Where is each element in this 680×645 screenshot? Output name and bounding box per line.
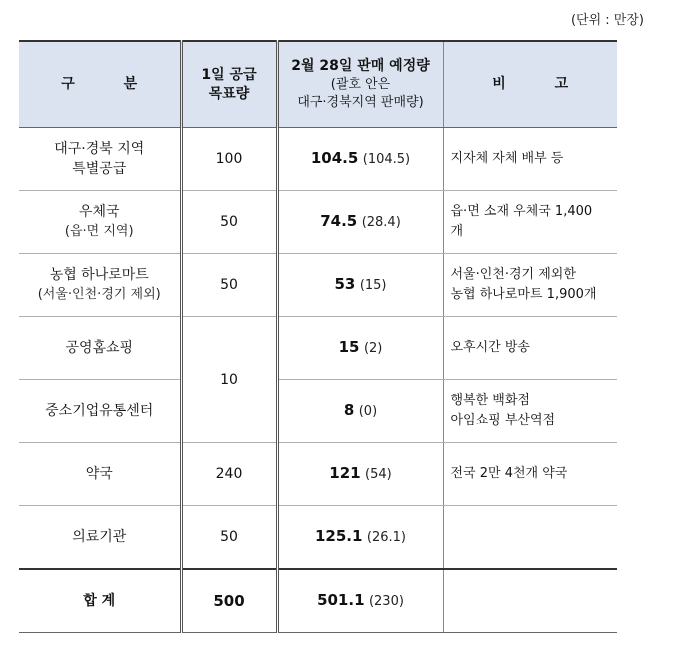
row-target: 240 [181, 443, 277, 506]
table-header-row [19, 41, 617, 128]
total-label: 합 계 [19, 569, 181, 633]
mask-supply-table [19, 40, 617, 633]
table-row [19, 191, 617, 254]
row-sales: 8 (0) [277, 380, 443, 443]
row-note: 읍·면 소재 우체국 1,400 개 [443, 191, 617, 254]
total-note [443, 569, 617, 633]
table-row [19, 506, 617, 570]
total-target: 500 [181, 569, 277, 633]
row-note: 서울·인천·경기 제외한 농협 하나로마트 1,900개 [443, 254, 617, 317]
row-sales: 125.1 (26.1) [277, 506, 443, 570]
header-planned-sales: 2월 28일 판매 예정량 (괄호 안은 대구·경북지역 판매량) [277, 41, 443, 128]
row-target: 50 [181, 254, 277, 317]
row-target-merged: 10 [181, 317, 277, 443]
table-row [19, 254, 617, 317]
header-daily-target: 1일 공급 목표량 [181, 41, 277, 128]
row-sales: 74.5 (28.4) [277, 191, 443, 254]
row-sales: 53 (15) [277, 254, 443, 317]
row-category: 공영홈쇼핑 [19, 317, 181, 380]
row-target: 100 [181, 128, 277, 191]
row-note: 오후시간 방송 [443, 317, 617, 380]
row-sales: 15 (2) [277, 317, 443, 380]
table-row [19, 128, 617, 191]
table-row [19, 443, 617, 506]
row-category: 대구·경북 지역 특별공급 [19, 128, 181, 191]
row-note: 행복한 백화점 아임쇼핑 부산역점 [443, 380, 617, 443]
row-note: 지자체 자체 배부 등 [443, 128, 617, 191]
table-row [19, 380, 617, 443]
row-category: 의료기관 [19, 506, 181, 570]
header-remarks: 비 고 [443, 41, 617, 128]
row-category: 우체국 (읍·면 지역) [19, 191, 181, 254]
table-row [19, 317, 617, 380]
total-row [19, 569, 617, 633]
total-sales: 501.1 (230) [277, 569, 443, 633]
header-category: 구 분 [19, 41, 181, 128]
row-category: 농협 하나로마트 (서울·인천·경기 제외) [19, 254, 181, 317]
row-note: 전국 2만 4천개 약국 [443, 443, 617, 506]
row-category: 약국 [19, 443, 181, 506]
row-sales: 121 (54) [277, 443, 443, 506]
row-target: 50 [181, 506, 277, 570]
unit-label: (단위 : 만장) [570, 13, 644, 28]
row-target: 50 [181, 191, 277, 254]
row-note [443, 506, 617, 570]
row-category: 중소기업유통센터 [19, 380, 181, 443]
row-sales: 104.5 (104.5) [277, 128, 443, 191]
